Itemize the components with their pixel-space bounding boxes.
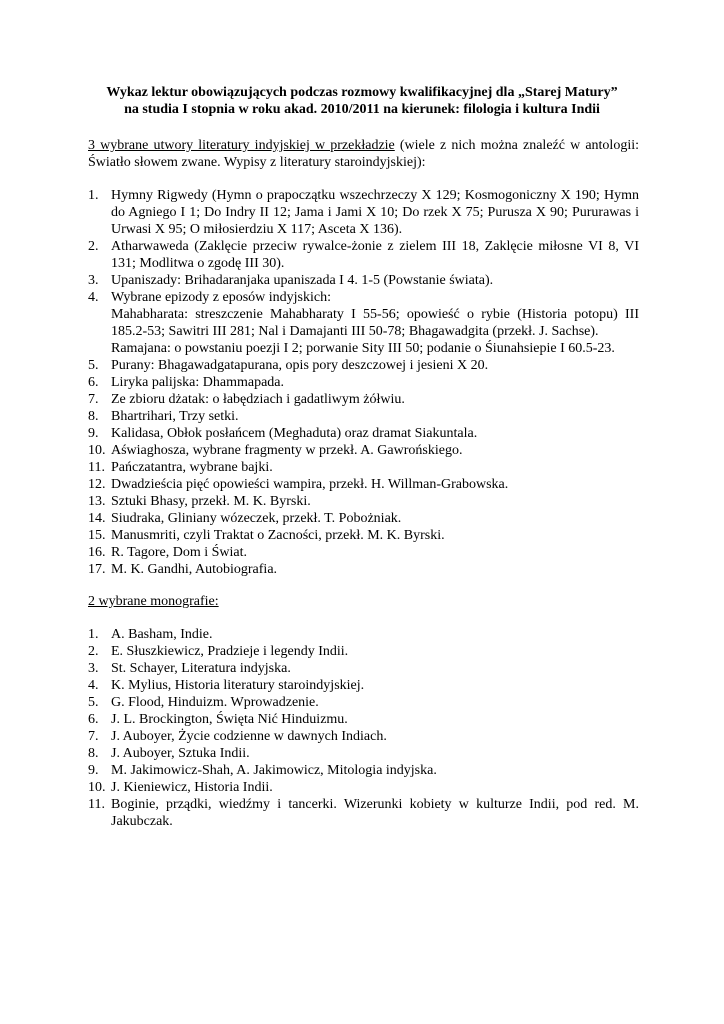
item-text: Pańczatantra, wybrane bajki. — [111, 460, 273, 475]
title-line-2: na studia I stopnia w roku akad. 2010/2011 na kierunek: filologia i kultura Indii — [124, 102, 600, 117]
item-number: 1. — [88, 627, 99, 642]
item-number: 6. — [88, 712, 99, 727]
item-text: Boginie, prządki, wiedźmy i tancerki. Wizerunki kobiety w kulturze Indii, pod red. M. Jakubczak. — [111, 797, 639, 829]
section-1-intro — [88, 137, 639, 171]
item-text: K. Mylius, Historia literatury staroindyjskiej. — [111, 678, 365, 693]
item-text: Upaniszady: Brihadaranjaka upaniszada I 4. 1-5 (Powstanie świata). — [111, 273, 494, 288]
item-number: 16. — [88, 545, 106, 560]
monographs-list — [88, 626, 639, 830]
section-1-heading: 3 wybrane utwory literatury indyjskiej w przekładzie — [88, 138, 395, 153]
section-2-heading: 2 wybrane monografie: — [88, 594, 219, 609]
item-number: 4. — [88, 290, 99, 305]
item-text: Ze zbioru dżatak: o łabędziach i gadatliwym żółwiu. — [111, 392, 405, 407]
list-item — [88, 711, 639, 728]
item-number: 15. — [88, 528, 106, 543]
item-number: 8. — [88, 409, 99, 424]
item-number: 13. — [88, 494, 106, 509]
item-text: Bhartrihari, Trzy setki. — [111, 409, 239, 424]
list-item — [88, 626, 639, 643]
list-item — [88, 187, 639, 238]
item-number: 4. — [88, 678, 99, 693]
section-2-heading-block — [88, 593, 639, 610]
list-item — [88, 527, 639, 544]
item-text: Sztuki Bhasy, przekł. M. K. Byrski. — [111, 494, 311, 509]
item-text: St. Schayer, Literatura indyjska. — [111, 661, 291, 676]
item-number: 6. — [88, 375, 99, 390]
list-item — [88, 289, 639, 306]
list-item — [88, 745, 639, 762]
item-text: Kalidasa, Obłok posłańcem (Meghaduta) oraz dramat Siakuntala. — [111, 426, 478, 441]
title-line-1: Wykaz lektur obowiązujących podczas rozmowy kwalifikacyjnej dla „Starej Matury” — [106, 85, 618, 100]
item-text: Hymny Rigwedy (Hymn o prapoczątku wszechrzeczy X 129; Kosmogoniczny X 190; Hymn do Agniego I 1; Do Indry II 12; Jama i Jami X 10; Do rzek X 75; Purusza X 90; Pururawas i Urwasi X 95; O miłosierdziu X 117; Asceta X 136). — [111, 188, 639, 237]
item-text: Aświaghosza, wybrane fragmenty w przekł. A. Gawrońskiego. — [111, 443, 463, 458]
item-number: 14. — [88, 511, 106, 526]
list-item — [88, 357, 639, 374]
list-item — [88, 272, 639, 289]
item-text: E. Słuszkiewicz, Pradzieje i legendy Indii. — [111, 644, 349, 659]
section-1-heading-rest: (wiele z nich można znaleźć w antologii: Światło słowem zwane. Wypisy z literatury staroindyjskiej): — [88, 138, 639, 170]
item-text: A. Basham, Indie. — [111, 627, 213, 642]
item-number: 10. — [88, 780, 106, 795]
item-text: G. Flood, Hinduizm. Wprowadzenie. — [111, 695, 319, 710]
translated-works-list — [88, 187, 639, 578]
item-text: J. Auboyer, Życie codzienne w dawnych Indiach. — [111, 729, 387, 744]
item-text: Manusmriti, czyli Traktat o Zacności, przekł. M. K. Byrski. — [111, 528, 445, 543]
item-number: 1. — [88, 188, 99, 203]
item-number: 5. — [88, 358, 99, 373]
item-number: 10. — [88, 443, 106, 458]
item-number: 9. — [88, 426, 99, 441]
list-item — [88, 391, 639, 408]
list-item — [88, 408, 639, 425]
item-text: Purany: Bhagawadgatapurana, opis pory deszczowej i jesieni X 20. — [111, 358, 489, 373]
item-text: Liryka palijska: Dhammapada. — [111, 375, 284, 390]
list-item — [88, 476, 639, 493]
item-number: 3. — [88, 661, 99, 676]
list-item — [88, 677, 639, 694]
item-number: 11. — [88, 460, 105, 475]
item-number: 17. — [88, 562, 106, 577]
list-item — [88, 459, 639, 476]
list-item — [88, 762, 639, 779]
item-text: Siudraka, Gliniany wózeczek, przekł. T. Pobożniak. — [111, 511, 402, 526]
list-item — [88, 796, 639, 830]
item-number: 5. — [88, 695, 99, 710]
item-text: J. Auboyer, Sztuka Indii. — [111, 746, 250, 761]
list-item — [88, 493, 639, 510]
list-item — [88, 510, 639, 527]
list-item — [88, 544, 639, 561]
document-title — [60, 84, 664, 118]
item-number: 3. — [88, 273, 99, 288]
list-item — [88, 728, 639, 745]
item-text: J. Kieniewicz, Historia Indii. — [111, 780, 273, 795]
item-text: Wybrane epizody z eposów indyjskich: — [111, 290, 331, 305]
item-number: 12. — [88, 477, 106, 492]
list-item — [88, 442, 639, 459]
item-text: M. Jakimowicz-Shah, A. Jakimowicz, Mitologia indyjska. — [111, 763, 437, 778]
list-item — [88, 561, 639, 578]
sub-item-ramajana: Ramajana: o powstaniu poezji I 2; porwanie Sity III 50; podanie o Śiunahsiepie I 60.5-23. — [111, 341, 615, 356]
item-text: Dwadzieścia pięć opowieści wampira, przekł. H. Willman-Grabowska. — [111, 477, 509, 492]
item-text: J. L. Brockington, Święta Nić Hinduizmu. — [111, 712, 348, 727]
list-item — [88, 779, 639, 796]
item-number: 7. — [88, 729, 99, 744]
item-text: Atharwaweda (Zaklęcie przeciw rywalce-żonie z zielem III 18, Zaklęcie miłosne VI 8, VI 131; Modlitwa o zgodę III 30). — [111, 239, 639, 271]
list-item — [88, 374, 639, 391]
list-item — [88, 660, 639, 677]
item-text: R. Tagore, Dom i Świat. — [111, 545, 248, 560]
item-text: M. K. Gandhi, Autobiografia. — [111, 562, 278, 577]
list-item — [88, 425, 639, 442]
item-number: 7. — [88, 392, 99, 407]
list-item — [88, 694, 639, 711]
item-number: 2. — [88, 239, 99, 254]
item-number: 9. — [88, 763, 99, 778]
list-item — [88, 643, 639, 660]
sub-item-mahabharata: Mahabharata: streszczenie Mahabharaty I 55-56; opowieść o rybie (Historia potopu) III 185.2-53; Sawitri III 281; Nal i Damajanti III 50-78; Bhagawadgita (przekł. J. Sachse). — [111, 307, 639, 339]
item-number: 8. — [88, 746, 99, 761]
item-number: 11. — [88, 797, 105, 812]
list-item — [88, 238, 639, 272]
item-number: 2. — [88, 644, 99, 659]
